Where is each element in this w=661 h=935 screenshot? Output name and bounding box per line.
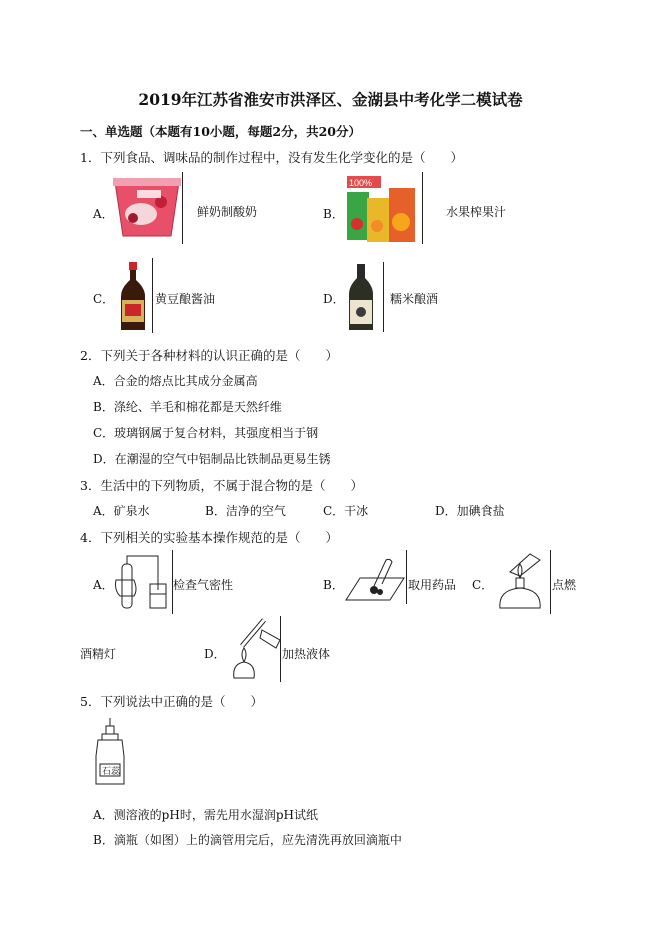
q1-option-c-letter: C． bbox=[93, 292, 115, 306]
q4-option-c-letter: C． bbox=[472, 578, 494, 592]
q4-option-b-letter: B． bbox=[323, 578, 344, 592]
q1-option-b-letter: B． bbox=[323, 207, 344, 221]
q2-option-c: C．玻璃钢属于复合材料，其强度相当于钢 bbox=[93, 426, 319, 440]
question-4-stem: 4．下列相关的实验基本操作规范的是（ ） bbox=[80, 530, 338, 545]
question-1-stem: 1．下列食品、调味品的制作过程中，没有发生化学变化的是（ ） bbox=[80, 150, 463, 165]
q4-option-c-text-1: 点燃 bbox=[552, 578, 577, 592]
q1-c-divider bbox=[152, 258, 153, 333]
q4-option-d-letter: D． bbox=[204, 647, 226, 661]
juice-boxes-image bbox=[343, 172, 423, 246]
q5-option-b: B．滴瓶（如图）上的滴管用完后，应先清洗再放回滴瓶中 bbox=[93, 833, 402, 847]
q1-option-a-text: 鲜奶制酸奶 bbox=[197, 205, 258, 219]
q4-c-divider bbox=[550, 550, 551, 614]
q1-option-b-text: 水果榨果汁 bbox=[446, 205, 507, 219]
q4-option-a-text: 检查气密性 bbox=[173, 578, 234, 592]
q1-option-a-letter: A． bbox=[93, 207, 114, 221]
q5-option-a: A．测溶液的pH时，需先用水湿润pH试纸 bbox=[93, 808, 318, 822]
question-3-stem: 3．生活中的下列物质，不属于混合物的是（ ） bbox=[80, 478, 363, 493]
exam-title: 2019年江苏省淮安市洪泽区、金湖县中考化学二模试卷 bbox=[138, 90, 523, 109]
soy-sauce-bottle-image bbox=[117, 260, 149, 332]
q1-option-d-letter: D． bbox=[323, 292, 345, 306]
q1-option-c-text: 黄豆酿酱油 bbox=[155, 292, 216, 306]
question-5-stem: 5．下列说法中正确的是（ ） bbox=[80, 694, 263, 709]
q4-d-divider bbox=[280, 616, 281, 682]
q2-option-b: B．涤纶、羊毛和棉花都是天然纤维 bbox=[93, 400, 282, 414]
q3-option-a: A．矿泉水 bbox=[93, 504, 150, 518]
q1-option-d-text: 糯米酿酒 bbox=[390, 292, 439, 306]
q3-option-d: D．加碘食盐 bbox=[435, 504, 505, 518]
q2-option-a: A．合金的熔点比其成分金属高 bbox=[93, 374, 258, 388]
yogurt-cup-image bbox=[111, 174, 183, 244]
lighting-alcohol-lamp-image bbox=[490, 550, 550, 612]
take-reagent-image bbox=[344, 556, 406, 604]
q4-option-a-letter: A． bbox=[93, 578, 114, 592]
q4-b-divider bbox=[406, 550, 407, 604]
section-heading: 一、单选题（本题有10小题，每题2分，共20分） bbox=[80, 124, 361, 139]
heating-liquid-image bbox=[222, 616, 284, 684]
q1-b-divider bbox=[422, 172, 423, 244]
bottle-label: 石蕊 bbox=[102, 767, 121, 777]
airtightness-check-image bbox=[112, 550, 172, 614]
dropper-bottle-image bbox=[90, 716, 130, 788]
q2-option-d: D．在潮湿的空气中铝制品比铁制品更易生锈 bbox=[93, 452, 331, 466]
q1-a-divider bbox=[182, 172, 183, 244]
juice-box-text: 100% bbox=[349, 178, 373, 188]
rice-wine-bottle-image bbox=[345, 262, 377, 332]
q4-option-b-text: 取用药品 bbox=[408, 578, 457, 592]
q3-option-b: B．洁净的空气 bbox=[205, 504, 286, 518]
question-2-stem: 2．下列关于各种材料的认识正确的是（ ） bbox=[80, 348, 338, 363]
q4-option-d-text: 加热液体 bbox=[282, 647, 331, 661]
q4-option-c-text-2: 酒精灯 bbox=[80, 647, 117, 661]
q3-option-c: C．干冰 bbox=[323, 504, 369, 518]
q1-d-divider bbox=[383, 262, 384, 332]
